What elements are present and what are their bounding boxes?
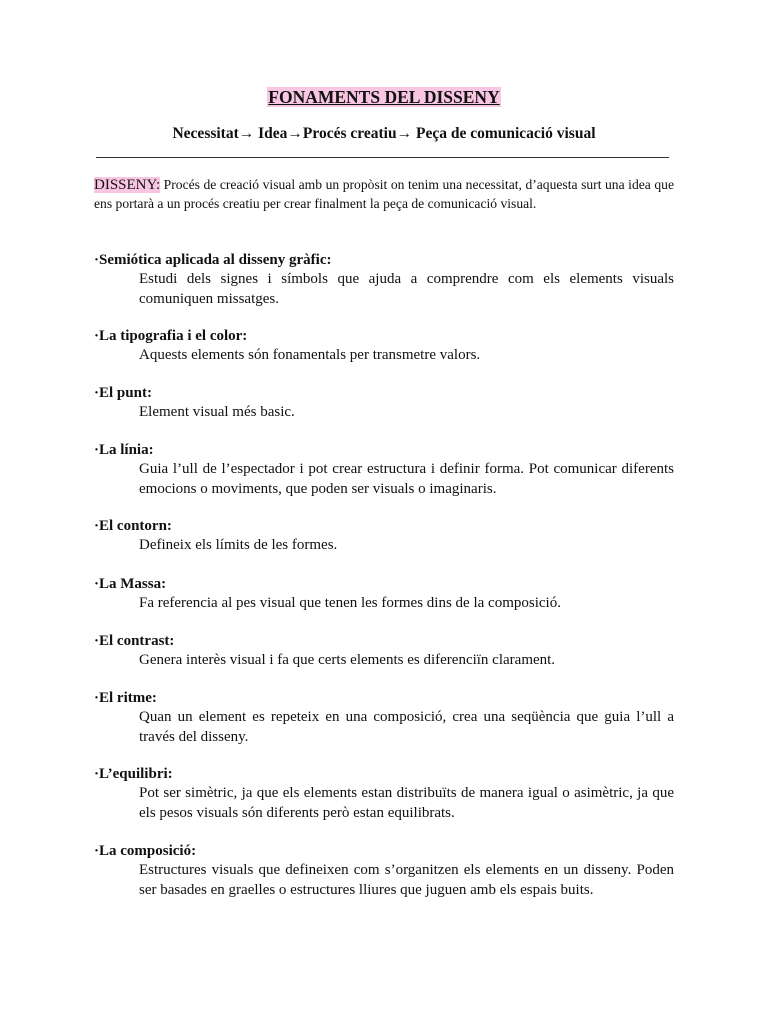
intro-text: Procés de creació visual amb un propòsit on tenim una necessitat, d’aquesta surt una idea que ens portarà a un procés creatiu per crear finalment la peça de comunicació visual. [94,177,674,211]
section-body: Quan un element es repeteix en una composició, crea una seqüència que guia l’ull a través del disseny. [139,709,674,745]
section-heading: ·Semiótica aplicada al disseny gràfic: [94,252,332,268]
section-heading: ·La Massa: [94,576,167,592]
section-heading: ·L’equilibri: [94,766,173,782]
section-linia [94,441,674,499]
section-punt [94,384,674,423]
document-subtitle: Necessitat→ Idea→Procés creatiu→ Peça de comunicació visual [172,125,596,142]
section-heading: ·El contrast: [94,633,175,649]
section-equilibri [94,765,674,823]
section-heading: ·La composició: [94,843,197,859]
section-body: Aquests elements són fonamentals per transmetre valors. [139,347,481,363]
intro-term: DISSENY: [94,177,161,193]
section-body: Guia l’ull de l’espectador i pot crear estructura i definir forma. Pot comunicar diferents emocions o moviments, que poden ser visuals o imaginaris. [139,461,674,497]
section-composicio [94,842,674,900]
section-ritme [94,689,674,747]
section-heading: ·El ritme: [94,690,157,706]
section-heading: ·El punt: [94,385,152,401]
section-body: Genera interès visual i fa que certs elements es diferenciïn clarament. [139,652,556,668]
section-body: Estudi dels signes i símbols que ajuda a comprendre com els elements visuals comuniquen missatges. [139,271,674,307]
section-body: Pot ser simètric, ja que els elements estan distribuïts de manera igual o asimètric, ja que els pesos visuals són diferents però estan equilibrats. [139,785,674,821]
section-body: Fa referencia al pes visual que tenen les formes dins de la composició. [139,595,561,611]
section-body: Estructures visuals que defineixen com s’organitzen els elements en un disseny. Poden ser basades en graelles o estructures lliures que juguen amb els espais buits. [139,862,674,898]
section-heading: ·La tipografia i el color: [94,328,248,344]
section-contorn [94,517,674,556]
horizontal-divider [96,157,669,158]
section-contrast [94,632,674,671]
section-massa [94,575,674,614]
document-title: FONAMENTS DEL DISSENY [268,87,500,107]
section-body: Element visual més basic. [139,404,295,420]
section-heading: ·El contorn: [94,518,172,534]
section-heading: ·La línia: [94,442,154,458]
intro-paragraph [94,176,674,213]
section-body: Defineix els límits de les formes. [139,537,338,553]
section-semiotica [94,251,674,309]
section-tipografia [94,327,674,366]
